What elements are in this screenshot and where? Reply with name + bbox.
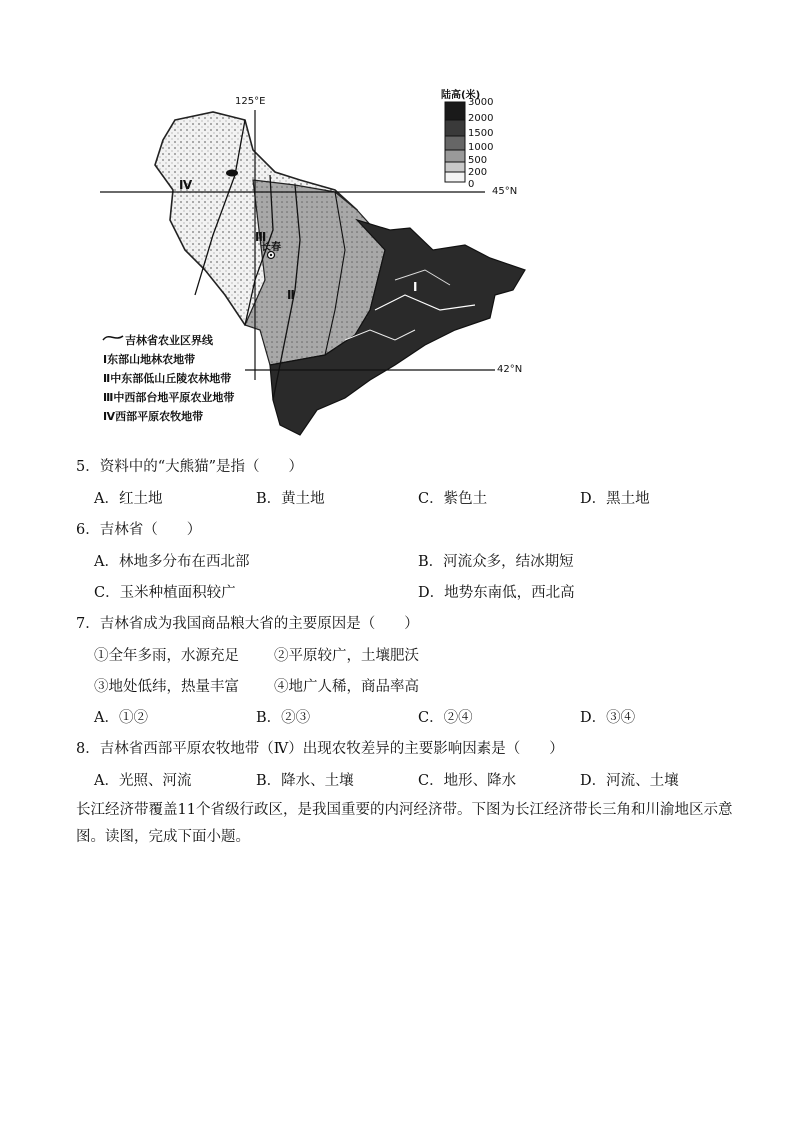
question-5-option-c[interactable]: C．紫色土 [418,491,488,507]
legend-zone-4: Ⅳ西部平原农牧地带 [103,410,204,423]
question-8-option-a[interactable]: A．光照、河流 [94,773,192,789]
legend-zone-1: Ⅰ东部山地林农地带 [103,353,196,366]
question-5-option-d[interactable]: D．黑土地 [580,491,650,507]
latitude-42n-label: 42°N [497,364,523,375]
elevation-tick: 200 [468,167,488,178]
elevation-tick: 0 [468,179,475,190]
question-7-statement-3: ③地处低纬，热量丰富 [94,679,239,695]
elevation-tick: 2000 [468,113,494,124]
longitude-label: 125°E [235,96,266,107]
elevation-tick: 1000 [468,142,494,153]
question-8-stem: 8．吉林省西部平原农牧地带（Ⅳ）出现农牧差异的主要影响因素是（ ） [76,741,564,757]
question-7-statement-1: ①全年多雨，水源充足 [94,648,239,664]
question-7-option-a[interactable]: A．①② [94,710,148,726]
question-6-option-c[interactable]: C．玉米种植面积较广 [94,585,236,601]
question-7-statement-2: ②平原较广，土壤肥沃 [274,648,419,664]
question-8-option-b[interactable]: B．降水、土壤 [256,773,354,789]
question-6-option-b[interactable]: B．河流众多，结冰期短 [418,554,574,570]
zone-label-3: Ⅲ [255,230,267,244]
question-5-option-b[interactable]: B．黄土地 [256,491,325,507]
question-7-stem: 7．吉林省成为我国商品粮大省的主要原因是（ ） [76,616,419,632]
zone-label-1: Ⅰ [413,280,418,294]
question-6-stem: 6．吉林省（ ） [76,522,202,538]
map-legend [103,332,234,427]
question-7-option-c[interactable]: C．②④ [418,710,473,726]
jilin-map [95,80,535,442]
question-7-option-d[interactable]: D．③④ [580,710,636,726]
legend-boundary: 吉林省农业区界线 [125,334,213,347]
elevation-tick: 500 [468,155,488,166]
latitude-45n-label: 45°N [492,186,518,197]
elevation-legend-bar [445,102,465,182]
question-7-option-b[interactable]: B．②③ [256,710,311,726]
question-5-option-a[interactable]: A．红土地 [94,491,163,507]
legend-zone-2: Ⅱ中东部低山丘陵农林地带 [103,372,232,385]
question-6-option-d[interactable]: D．地势东南低，西北高 [418,585,575,601]
zone-label-2: Ⅱ [287,288,295,302]
elevation-tick: 1500 [468,128,494,139]
question-6-option-a[interactable]: A．林地多分布在西北部 [94,554,250,570]
elevation-title: 陆高(米) [441,90,481,101]
question-7-statement-4: ④地广人稀，商品率高 [274,679,419,695]
passage-text: 长江经济带覆盖11个省级行政区，是我国重要的内河经济带。下图为长江经济带长三角和川渝地区示意图。读图，完成下面小题。 [76,802,733,845]
question-8-option-c[interactable]: C．地形、降水 [418,773,517,789]
question-5-stem: 5．资料中的“大熊猫”是指（ ） [76,459,304,475]
question-8-option-d[interactable]: D．河流、土壤 [580,773,679,789]
zone-label-4: Ⅳ [179,178,193,192]
elevation-tick: 3000 [468,97,494,108]
legend-zone-3: Ⅲ中西部台地平原农业地带 [103,391,235,404]
city-label-changchun: 长春 [261,242,281,253]
